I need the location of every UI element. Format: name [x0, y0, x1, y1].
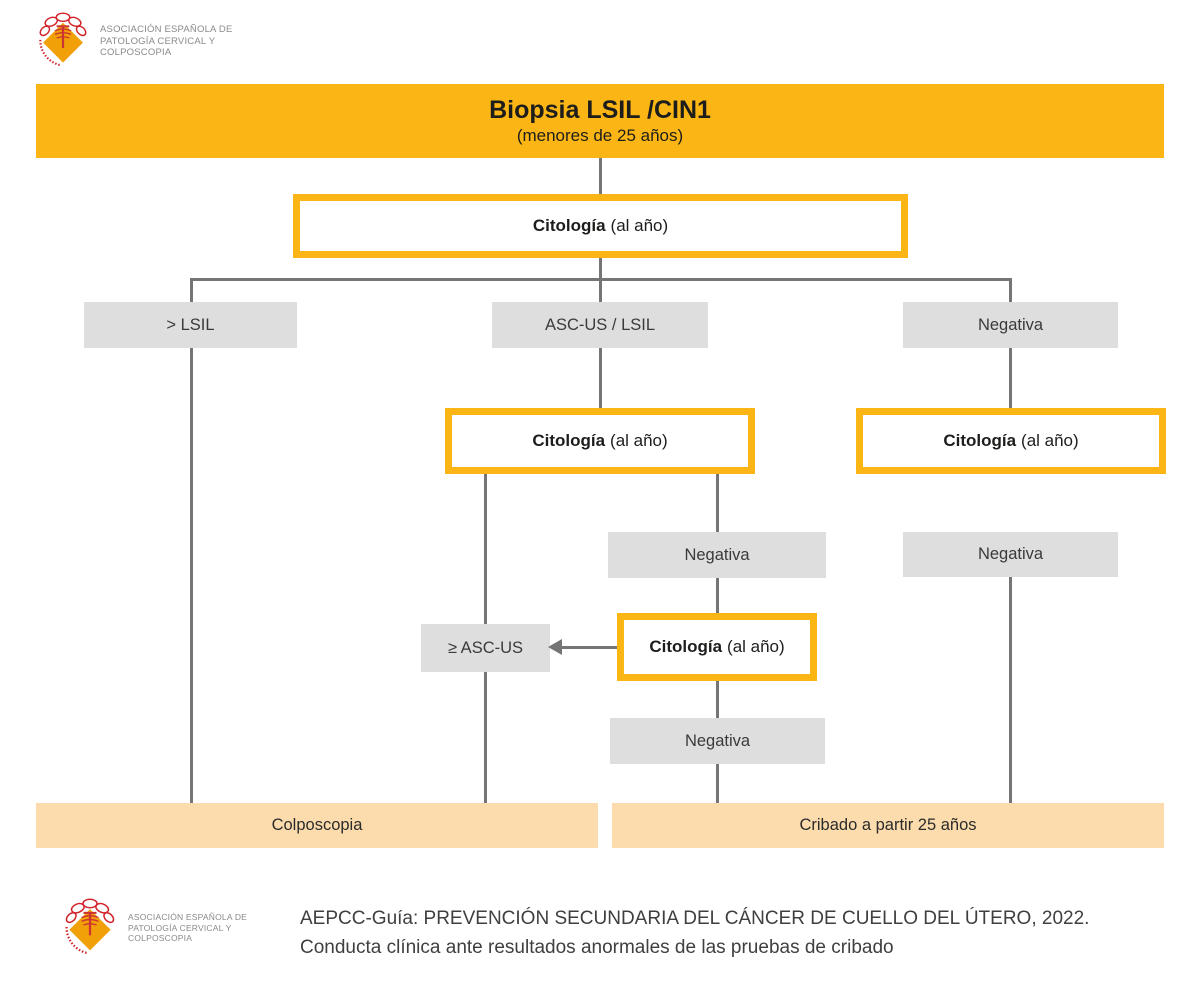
arrowhead-left-icon	[548, 639, 562, 655]
connector	[599, 278, 602, 304]
connector	[716, 763, 719, 805]
node-label-rest: (al año)	[610, 431, 668, 450]
node-result-negativa-mid: Negativa	[608, 532, 826, 578]
node-label-bold: Citología	[649, 637, 723, 656]
node-result-negativa-right: Negativa	[903, 532, 1118, 577]
connector	[599, 158, 602, 194]
page-title: Biopsia LSIL /CIN1	[489, 96, 711, 124]
node-label-rest: (al año)	[1021, 431, 1079, 450]
node-result-negativa-bottom: Negativa	[610, 718, 825, 764]
org-line-2: PATOLOGÍA CERVICAL Y	[100, 35, 216, 47]
node-cytology-annual-4	[617, 613, 817, 681]
node-label-bold: Citología	[532, 216, 606, 235]
connector	[716, 679, 719, 720]
org-line-2: PATOLOGÍA CERVICAL Y	[128, 922, 232, 933]
node-result-gt-lsil: > LSIL	[84, 302, 297, 348]
node-label-rest: (al año)	[727, 637, 785, 656]
guideline-citation	[300, 904, 1089, 962]
connector	[190, 347, 193, 805]
connector	[1009, 278, 1012, 304]
node-result-ascus-lsil: ASC-US / LSIL	[492, 302, 708, 348]
org-line-3: COLPOSCOPIA	[128, 933, 193, 943]
org-name	[100, 10, 233, 59]
node-cytology-annual-2	[445, 408, 755, 474]
org-line-1: ASOCIACIÓN ESPAÑOLA DE	[100, 24, 233, 35]
node-biopsia-header	[36, 84, 1164, 158]
aepcc-logo-icon	[60, 896, 120, 956]
connector	[1009, 576, 1012, 805]
org-line-1: ASOCIACIÓN ESPAÑOLA DE	[128, 912, 248, 922]
node-label-rest: (al año)	[610, 216, 669, 235]
connector	[716, 577, 719, 615]
outcome-colposcopia: Colposcopia	[36, 803, 598, 848]
connector	[190, 278, 193, 304]
connector	[1009, 347, 1012, 409]
org-line-3: COLPOSCOPIA	[100, 47, 172, 58]
aepcc-logo-icon	[34, 10, 92, 68]
arrow-to-ge-ascus	[560, 646, 617, 649]
aepcc-logo-header	[34, 10, 233, 68]
node-label-bold: Citología	[532, 431, 606, 450]
citation-line-1: AEPCC-Guía: PREVENCIÓN SECUNDARIA DEL CÁNCER DE CUELLO DEL ÚTERO, 2022.	[300, 908, 1090, 929]
page-subtitle: (menores de 25 años)	[516, 126, 684, 145]
connector	[599, 258, 602, 280]
connector	[716, 472, 719, 534]
node-label-bold: Citología	[943, 431, 1017, 450]
org-name	[128, 896, 247, 944]
node-cytology-annual-3	[856, 408, 1166, 474]
node-cytology-annual-1	[293, 194, 908, 258]
aepcc-logo-footer	[60, 896, 247, 956]
node-result-negativa-top: Negativa	[903, 302, 1118, 348]
outcome-cribado: Cribado a partir 25 años	[612, 803, 1164, 848]
citation-line-2: Conducta clínica ante resultados anormales de las pruebas de cribado	[300, 937, 894, 958]
node-result-ge-ascus: ≥ ASC-US	[421, 624, 550, 672]
connector	[599, 347, 602, 409]
